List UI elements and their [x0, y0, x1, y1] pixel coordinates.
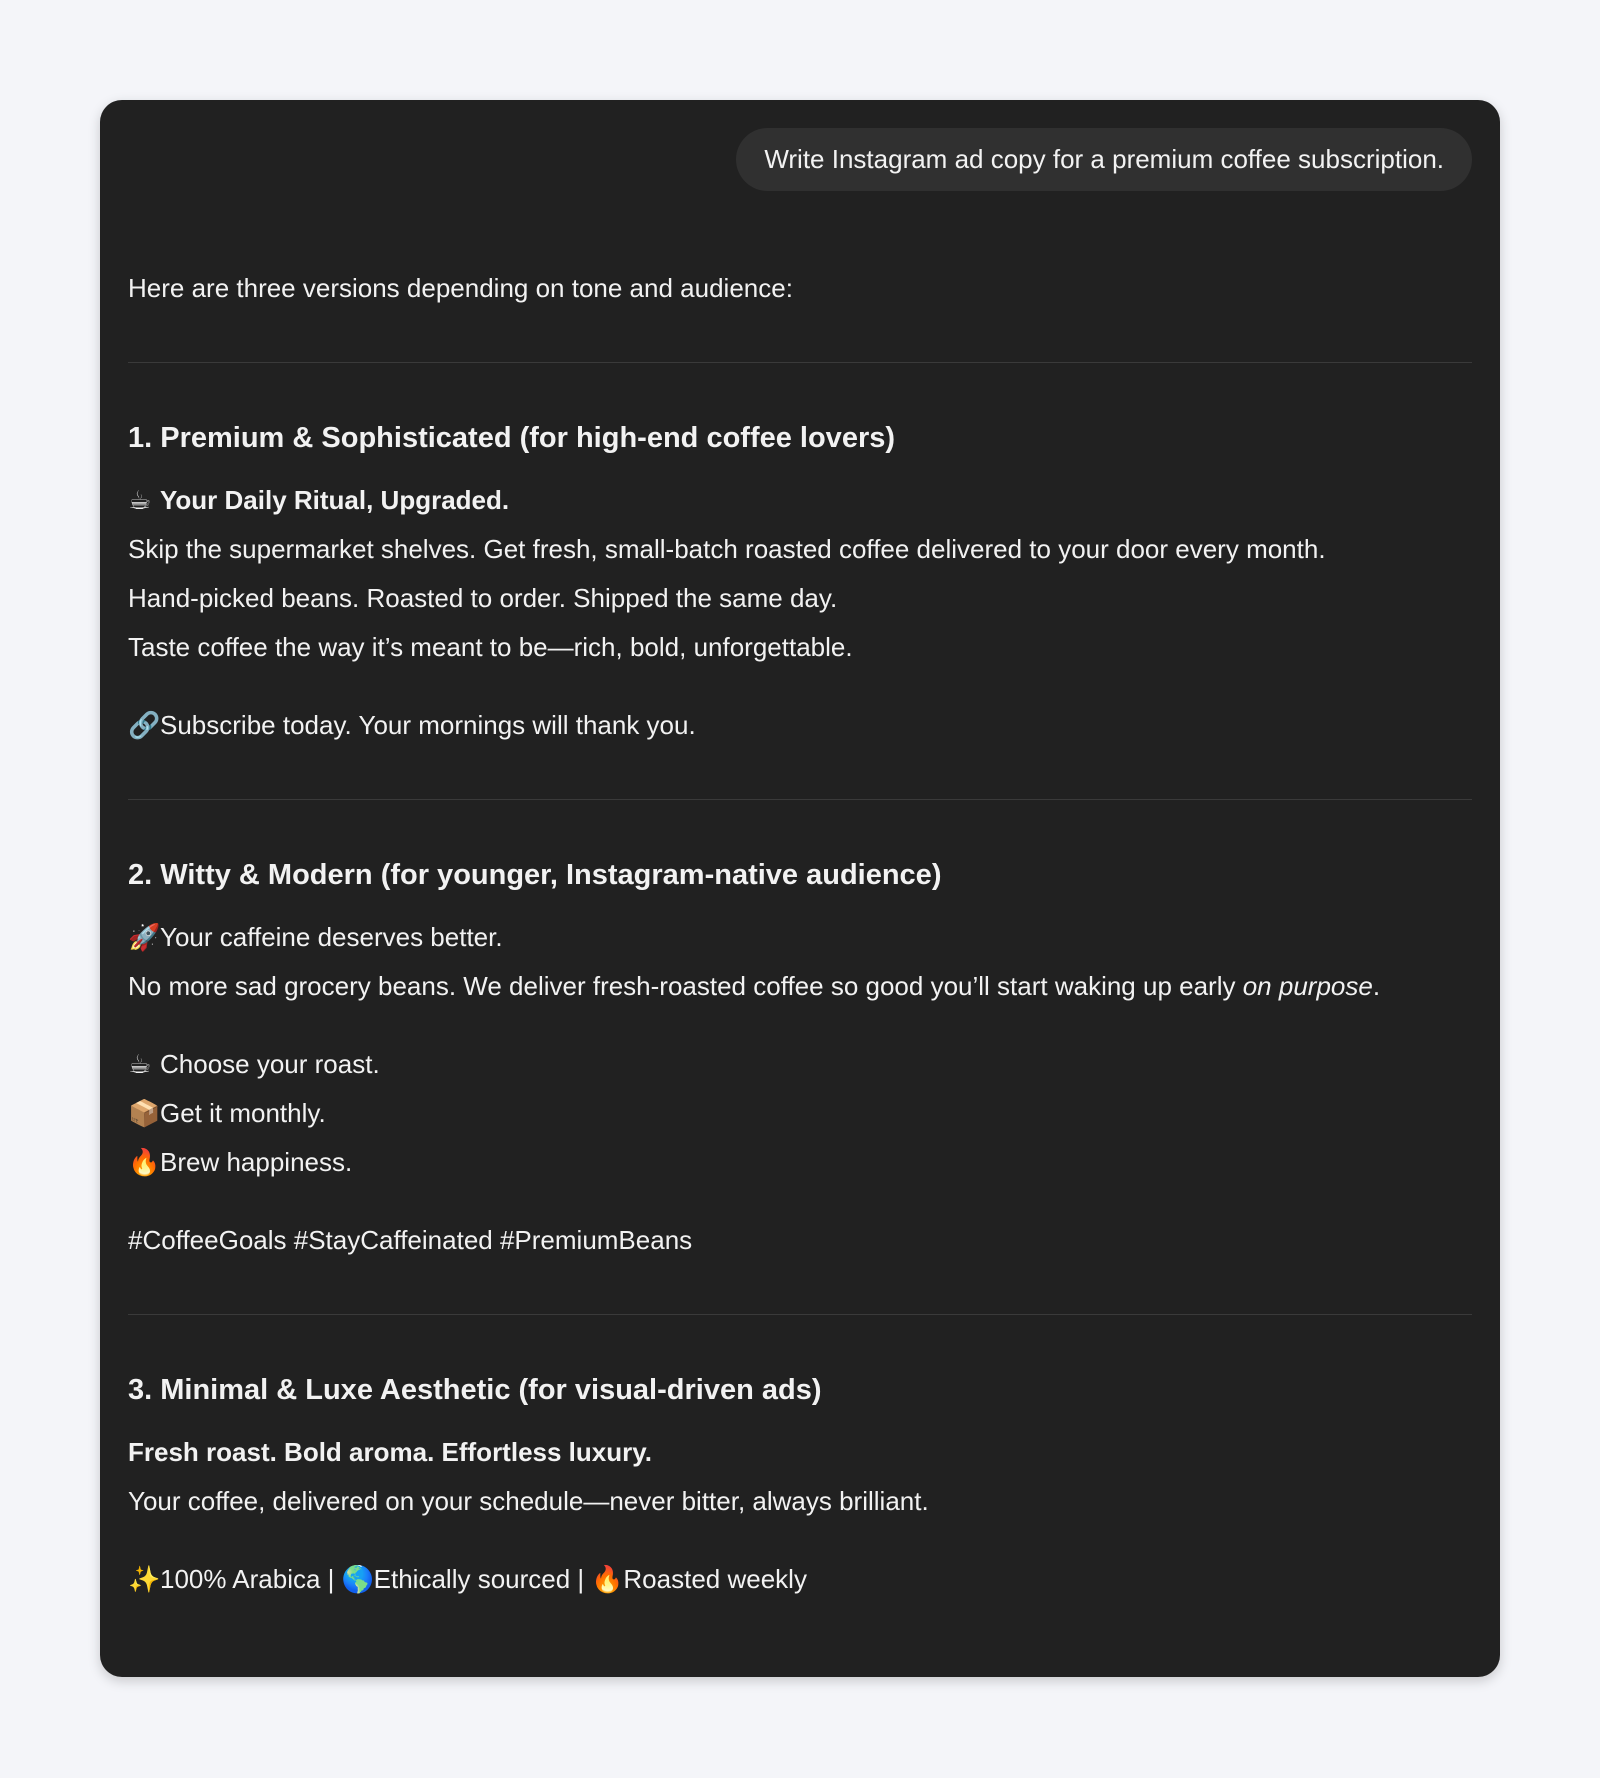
- separator: |: [570, 1564, 592, 1594]
- feature-text: Ethically sourced: [373, 1564, 571, 1594]
- section-2-heading: 2. Witty & Modern (for younger, Instagram-native audience): [128, 859, 942, 891]
- body-line: Your coffee, delivered on your schedule—never bitter, always brilliant.: [128, 1486, 929, 1516]
- section-3-heading: 3. Minimal & Luxe Aesthetic (for visual-driven ads): [128, 1374, 822, 1406]
- body-text: No more sad grocery beans. We deliver fresh-roasted coffee so good you’ll start waking up early: [128, 971, 1243, 1001]
- section-1-tagline: Your Daily Ritual, Upgraded.: [160, 485, 510, 515]
- separator: |: [320, 1564, 342, 1594]
- section-1-heading: 1. Premium & Sophisticated (for high-end coffee lovers): [128, 422, 896, 454]
- section-3-copy: [128, 1428, 1472, 1526]
- body-line: Skip the supermarket shelves. Get fresh, small-batch roasted coffee delivered to your door every month.: [128, 534, 1326, 564]
- step-text: Brew happiness.: [160, 1147, 353, 1177]
- section-2-tagline: Your caffeine deserves better.: [160, 922, 503, 952]
- section-2-steps: [128, 1040, 1472, 1187]
- fire-icon: 🔥: [128, 1147, 161, 1177]
- divider: [128, 1314, 1472, 1315]
- fire-icon: 🔥: [591, 1564, 624, 1594]
- assistant-intro: Here are three versions depending on tone and audience:: [128, 273, 793, 303]
- step-item: [128, 1089, 1472, 1138]
- section-1-copy: [128, 476, 1472, 672]
- section-3-features: [128, 1555, 1472, 1604]
- rocket-icon: 🚀: [128, 922, 161, 952]
- coffee-icon: ☕: [128, 1049, 152, 1079]
- divider: [128, 799, 1472, 800]
- section-2-copy: [128, 913, 1472, 1011]
- body-end: .: [1372, 971, 1381, 1001]
- step-text: Choose your roast.: [160, 1049, 380, 1079]
- step-text: Get it monthly.: [160, 1098, 326, 1128]
- divider: [128, 362, 1472, 363]
- cta-text: Subscribe today. Your mornings will thank you.: [160, 710, 696, 740]
- step-item: [128, 1138, 1472, 1187]
- section-1-cta: [128, 701, 1472, 750]
- feature-text: Roasted weekly: [623, 1564, 807, 1594]
- body-emphasis: on purpose: [1242, 971, 1373, 1001]
- body-line: Taste coffee the way it’s meant to be—rich, bold, unforgettable.: [128, 632, 853, 662]
- coffee-icon: ☕: [128, 485, 152, 515]
- body-line: Hand-picked beans. Roasted to order. Shipped the same day.: [128, 583, 838, 613]
- chat-panel: [100, 100, 1500, 1677]
- section-3-tagline: Fresh roast. Bold aroma. Effortless luxury.: [128, 1437, 652, 1467]
- link-icon: 🔗: [128, 710, 161, 740]
- user-message-bubble: Write Instagram ad copy for a premium coffee subscription.: [736, 128, 1472, 191]
- section-2-hashtags: #CoffeeGoals #StayCaffeinated #PremiumBeans: [128, 1225, 693, 1255]
- package-icon: 📦: [128, 1098, 161, 1128]
- step-item: [128, 1040, 1472, 1089]
- feature-text: 100% Arabica: [160, 1564, 321, 1594]
- sparkles-icon: ✨: [128, 1564, 161, 1594]
- globe-icon: 🌎: [341, 1564, 375, 1594]
